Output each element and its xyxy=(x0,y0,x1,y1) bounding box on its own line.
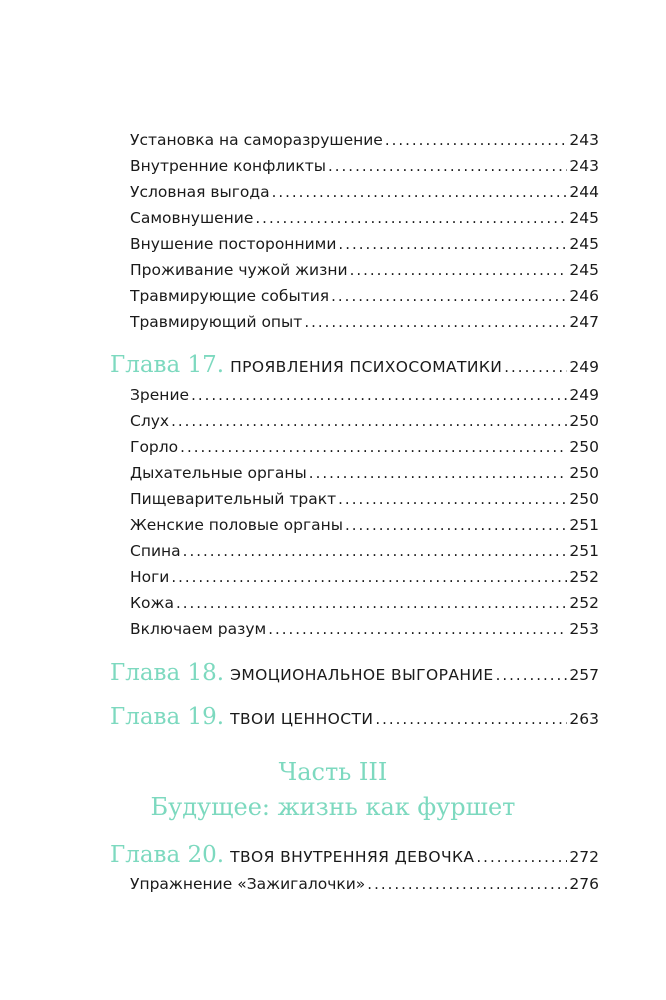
chapter-page: 272 xyxy=(569,848,599,866)
toc-entry-title: Кожа xyxy=(130,594,174,612)
toc-entry-title: Внутренние конфликты xyxy=(130,157,326,175)
dot-leader xyxy=(176,594,567,612)
chapter-page: 249 xyxy=(569,358,599,376)
dot-leader xyxy=(268,620,567,638)
toc-entry xyxy=(130,620,599,638)
toc-entry-title: Упражнение «Зажигалочки» xyxy=(130,875,366,893)
toc-entry-title: Горло xyxy=(130,438,179,456)
chapter-page: 263 xyxy=(569,710,599,728)
toc-entry-title: Травмирующий опыт xyxy=(130,313,303,331)
toc-entry xyxy=(130,594,599,612)
chapter-number: Глава 17. xyxy=(110,352,225,378)
toc-entry xyxy=(130,464,599,482)
toc-entry-page: 245 xyxy=(569,261,599,279)
toc-chapter-17 xyxy=(110,352,599,378)
toc-entry xyxy=(130,313,599,331)
toc-entry-title: Проживание чужой жизни xyxy=(130,261,348,279)
toc-entry xyxy=(130,287,599,305)
toc-entry xyxy=(130,157,599,175)
dot-leader xyxy=(496,666,568,684)
toc-entry-title: Внушение посторонними xyxy=(130,235,337,253)
dot-leader xyxy=(191,386,567,404)
dot-leader xyxy=(328,157,567,175)
toc-entry-page: 249 xyxy=(569,386,599,404)
dot-leader xyxy=(331,287,567,305)
chapter-title: ПРОЯВЛЕНИЯ ПСИХОСОМАТИКИ xyxy=(230,358,503,376)
chapter-number: Глава 18. xyxy=(110,660,225,686)
dot-leader xyxy=(183,542,568,560)
toc-entry-title: Травмирующие события xyxy=(130,287,330,305)
toc-chapter-18 xyxy=(110,660,599,686)
toc-entry-title: Пищеварительный тракт xyxy=(130,490,337,508)
toc-entry-page: 250 xyxy=(569,412,599,430)
toc-entry xyxy=(130,490,599,508)
toc-entry-title: Ноги xyxy=(130,568,170,586)
toc-entry xyxy=(130,438,599,456)
dot-leader xyxy=(350,261,568,279)
toc-entry-title: Самовнушение xyxy=(130,209,254,227)
toc-entry-page: 243 xyxy=(569,157,599,175)
toc-entry xyxy=(130,209,599,227)
toc-entry-title: Женские половые органы xyxy=(130,516,343,534)
toc-entry xyxy=(130,183,599,201)
toc-entry xyxy=(130,131,599,149)
dot-leader xyxy=(171,568,567,586)
dot-leader xyxy=(338,235,567,253)
toc-entry-page: 244 xyxy=(569,183,599,201)
toc-entry xyxy=(130,875,599,893)
toc-entry-page: 243 xyxy=(569,131,599,149)
toc-entry xyxy=(130,516,599,534)
dot-leader xyxy=(255,209,567,227)
toc-entry xyxy=(130,568,599,586)
chapter-title: ЭМОЦИОНАЛЬНОЕ ВЫГОРАНИЕ xyxy=(230,666,494,684)
chapter-number: Глава 19. xyxy=(110,704,225,730)
toc-entry xyxy=(130,386,599,404)
toc-entry-page: 251 xyxy=(569,542,599,560)
toc-entry-page: 245 xyxy=(569,235,599,253)
toc-entry-page: 253 xyxy=(569,620,599,638)
chapter-page: 257 xyxy=(569,666,599,684)
dot-leader xyxy=(504,358,567,376)
toc-chapter-20 xyxy=(110,842,599,868)
toc-entry-page: 250 xyxy=(569,438,599,456)
chapter-title: ТВОЯ ВНУТРЕННЯЯ ДЕВОЧКА xyxy=(230,848,475,866)
chapter-title: ТВОИ ЦЕННОСТИ xyxy=(230,710,374,728)
toc-entry xyxy=(130,412,599,430)
toc-entry-page: 247 xyxy=(569,313,599,331)
toc-entry-title: Слух xyxy=(130,412,170,430)
part-heading: Часть III xyxy=(278,758,388,786)
dot-leader xyxy=(385,131,568,149)
toc-entry xyxy=(130,261,599,279)
dot-leader xyxy=(345,516,567,534)
toc-entry xyxy=(130,542,599,560)
dot-leader xyxy=(171,412,567,430)
toc-entry-page: 250 xyxy=(569,490,599,508)
toc-chapter-19 xyxy=(110,704,599,730)
dot-leader xyxy=(367,875,567,893)
dot-leader xyxy=(304,313,567,331)
toc-entry-page: 276 xyxy=(569,875,599,893)
dot-leader xyxy=(375,710,567,728)
dot-leader xyxy=(338,490,567,508)
toc-entry-title: Условная выгода xyxy=(130,183,270,201)
toc-entry-title: Включаем разум xyxy=(130,620,267,638)
toc-entry-page: 252 xyxy=(569,568,599,586)
dot-leader xyxy=(272,183,568,201)
chapter-number: Глава 20. xyxy=(110,842,225,868)
toc-entry-title: Установка на саморазрушение xyxy=(130,131,383,149)
toc-entry-title: Дыхательные органы xyxy=(130,464,307,482)
toc-entry-title: Спина xyxy=(130,542,181,560)
toc-entry-page: 245 xyxy=(569,209,599,227)
toc-entry-page: 252 xyxy=(569,594,599,612)
dot-leader xyxy=(309,464,568,482)
part-subtitle: Будущее: жизнь как фуршет xyxy=(150,793,516,821)
toc-entry-title: Зрение xyxy=(130,386,190,404)
toc-entry-page: 250 xyxy=(569,464,599,482)
toc-entry xyxy=(130,235,599,253)
dot-leader xyxy=(180,438,567,456)
toc-entry-page: 251 xyxy=(569,516,599,534)
dot-leader xyxy=(476,848,567,866)
toc-entry-page: 246 xyxy=(569,287,599,305)
